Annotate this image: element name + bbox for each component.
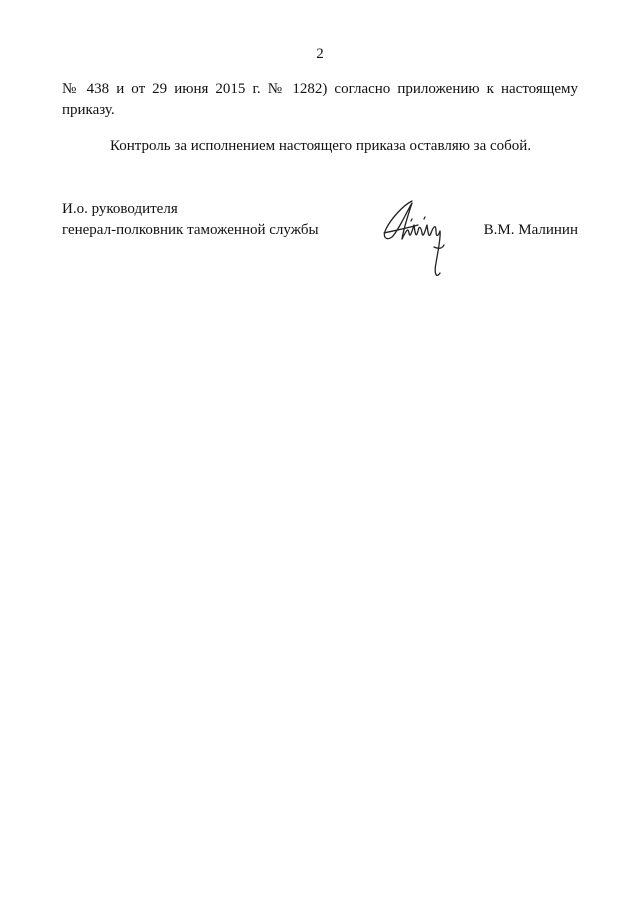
signer-position-line-2: генерал-полковник таможенной службы (62, 222, 319, 238)
signer-position (62, 199, 319, 241)
signer-position-line-1: И.о. руководителя (62, 201, 178, 217)
continuation-line-1: № 438 и от 29 июня 2015 г. № 1282) согласно приложению к настоящему (62, 81, 578, 97)
handwritten-signature-icon (378, 195, 458, 287)
signature-block (62, 199, 578, 289)
signer-name: В.М. Малинин (483, 222, 578, 238)
page-number: 2 (316, 46, 324, 62)
continuation-paragraph (62, 79, 578, 121)
continuation-line-2: приказу. (62, 102, 115, 118)
control-paragraph: Контроль за исполнением настоящего приказа оставляю за собой. (110, 138, 532, 154)
